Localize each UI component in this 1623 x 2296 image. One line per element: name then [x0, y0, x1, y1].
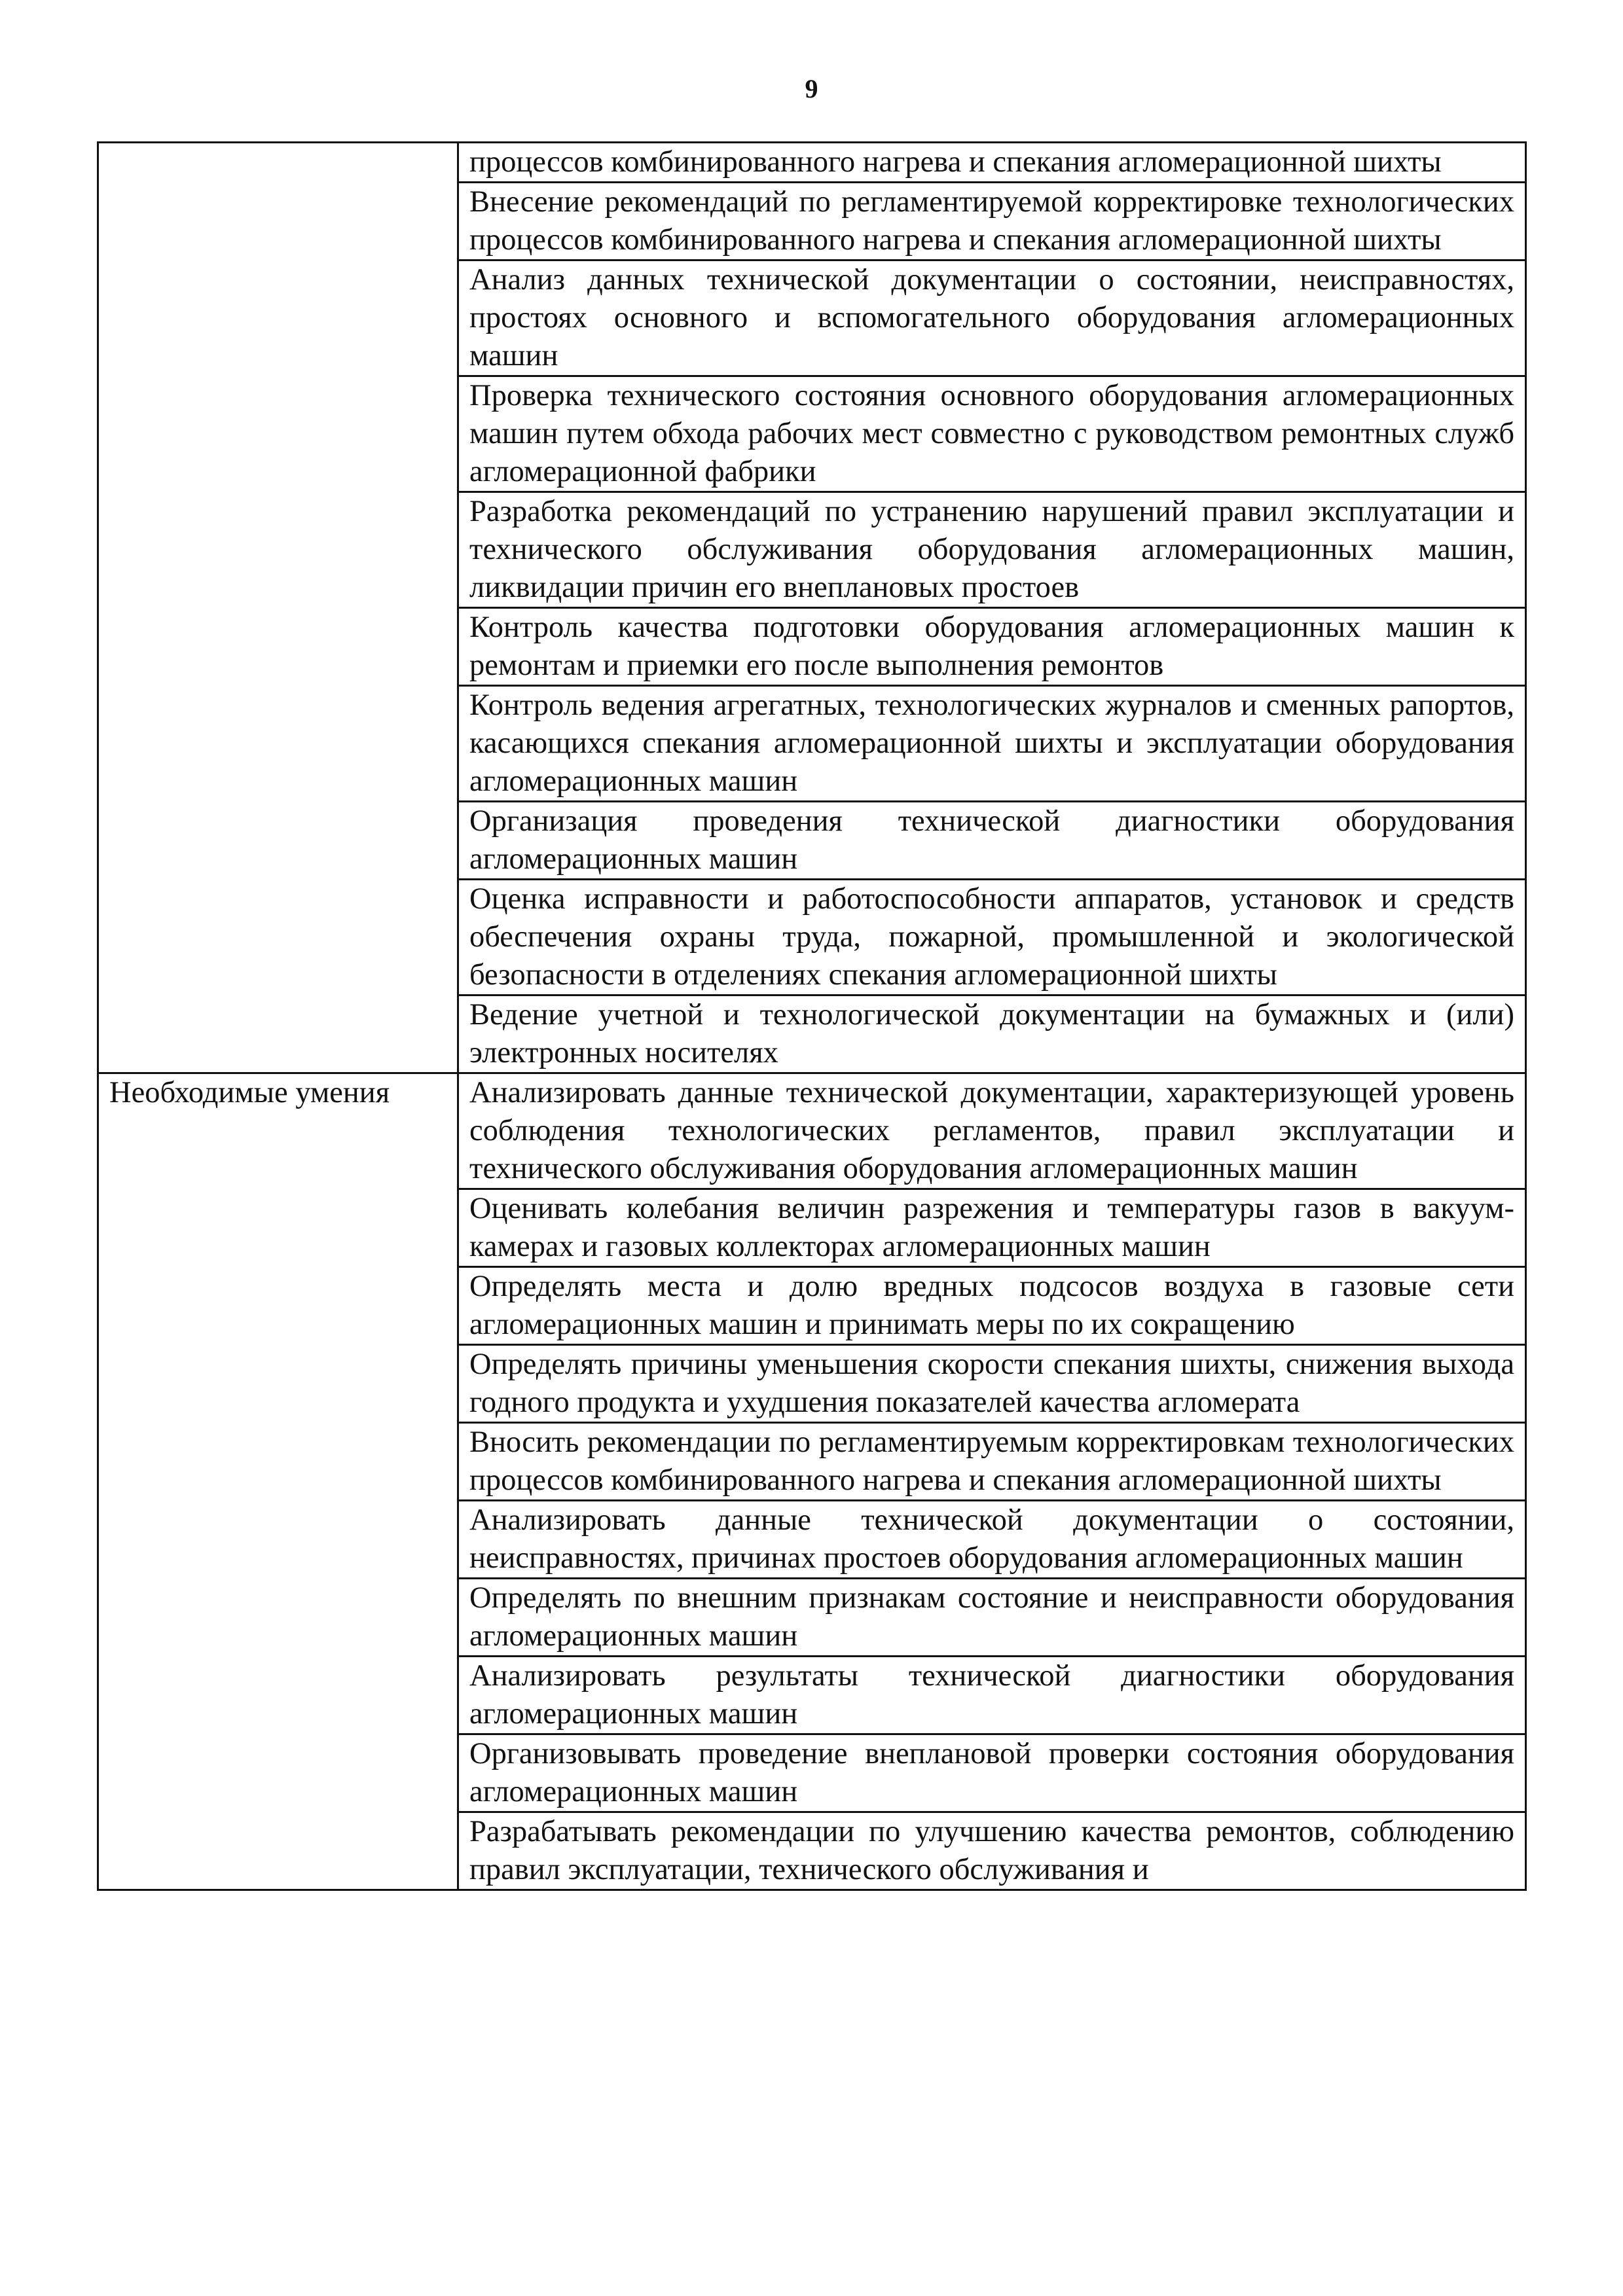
requirement-text: Разработка рекомендаций по устранению нарушений правил эксплуатации и технического обслуживания оборудования агломерационных машин, ликвидации причин его внеплановых простоев [458, 492, 1526, 608]
requirement-text: Анализировать данные технической документации, характеризующей уровень соблюдения технологических регламентов, правил эксплуатации и технического обслуживания оборудования агломерационных машин [458, 1073, 1526, 1189]
section-label: Необходимые умения [98, 1073, 458, 1890]
requirement-text: процессов комбинированного нагрева и спекания агломерационной шихты [458, 143, 1526, 183]
requirement-text: Анализ данных технической документации о состоянии, неисправностях, простоях основного и вспомогательного оборудования агломерационных машин [458, 260, 1526, 376]
requirement-text: Контроль качества подготовки оборудования агломерационных машин к ремонтам и приемки его после выполнения ремонтов [458, 608, 1526, 686]
requirement-text: Анализировать данные технической документации о состоянии, неисправностях, причинах простоев оборудования агломерационных машин [458, 1501, 1526, 1579]
requirement-text: Разрабатывать рекомендации по улучшению качества ремонтов, соблюдению правил эксплуатации, технического обслуживания и [458, 1812, 1526, 1890]
requirement-text: Определять причины уменьшения скорости спекания шихты, снижения выхода годного продукта и ухудшения показателей качества агломерата [458, 1345, 1526, 1423]
table-row [98, 1073, 1526, 1189]
table-body [98, 143, 1526, 1890]
requirement-text: Контроль ведения агрегатных, технологических журналов и сменных рапортов, касающихся спекания агломерационной шихты и эксплуатации оборудования агломерационных машин [458, 686, 1526, 802]
requirement-text: Оценка исправности и работоспособности аппаратов, установок и средств обеспечения охраны труда, пожарной, промышленной и экологической безопасности в отделениях спекания агломерационной шихты [458, 880, 1526, 996]
requirement-text: Определять по внешним признакам состояние и неисправности оборудования агломерационных машин [458, 1579, 1526, 1657]
table-row [98, 143, 1526, 183]
requirement-text: Проверка технического состояния основного оборудования агломерационных машин путем обхода рабочих мест совместно с руководством ремонтных служб агломерационной фабрики [458, 376, 1526, 492]
page-number: 9 [805, 74, 818, 103]
requirement-text: Организовывать проведение внеплановой проверки состояния оборудования агломерационных машин [458, 1734, 1526, 1812]
requirement-text: Анализировать результаты технической диагностики оборудования агломерационных машин [458, 1657, 1526, 1734]
requirement-text: Оценивать колебания величин разрежения и температуры газов в вакуум-камерах и газовых коллекторах агломерационных машин [458, 1189, 1526, 1267]
requirement-text: Вносить рекомендации по регламентируемым корректировкам технологических процессов комбинированного нагрева и спекания агломерационной шихты [458, 1423, 1526, 1501]
requirement-text: Организация проведения технической диагностики оборудования агломерационных машин [458, 802, 1526, 880]
requirement-text: Ведение учетной и технологической документации на бумажных и (или) электронных носителях [458, 996, 1526, 1073]
requirements-table [97, 141, 1527, 1891]
requirement-text: Внесение рекомендаций по регламентируемой корректировке технологических процессов комбинированного нагрева и спекания агломерационной шихты [458, 183, 1526, 260]
requirement-text: Определять места и долю вредных подсосов воздуха в газовые сети агломерационных машин и принимать меры по их сокращению [458, 1267, 1526, 1345]
section-label-empty [98, 143, 458, 1073]
